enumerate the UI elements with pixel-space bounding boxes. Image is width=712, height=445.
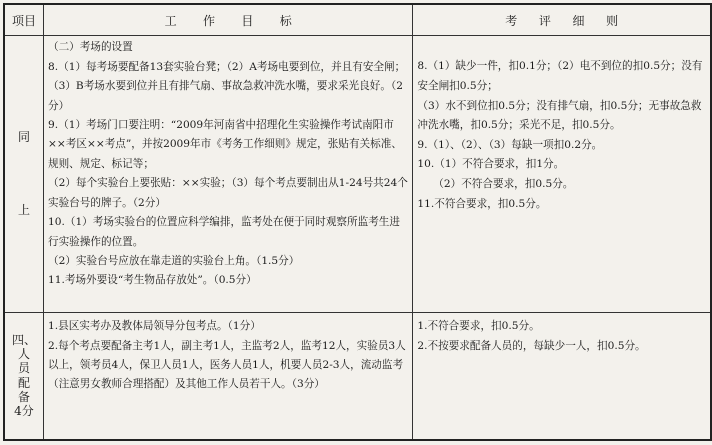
item-cell bbox=[4, 313, 44, 440]
item-char: 人 bbox=[17, 347, 30, 362]
rules-cell bbox=[413, 36, 711, 313]
item-char: 四、 bbox=[11, 333, 36, 348]
item-char: 备 bbox=[17, 389, 30, 404]
item-char: 上 bbox=[17, 203, 30, 218]
goal-line: 10.（1）考场实验台的位置应科学编排，监考处在便于同时观察所监考生进行实验操作的位置。 bbox=[48, 216, 400, 248]
table-header-row bbox=[4, 4, 711, 36]
item-cell bbox=[4, 36, 44, 313]
table-row bbox=[4, 36, 711, 313]
goal-line: 8.（1）每考场要配备13套实验台凳；（2）A考场电要到位，并且有安全闸；（3）B考场水要到位并且有排气扇、事故急救冲洗水嘴，要求采光良好。（2分） bbox=[48, 60, 406, 112]
rule-line: 8.（1）缺少一件，扣0.1分；（2）电不到位的扣0.5分；没有安全闸扣0.5分； bbox=[417, 60, 703, 93]
goals-cell bbox=[44, 36, 413, 313]
rule-line: 9.（1）、（2）、（3）每缺一项扣0.2分。 bbox=[417, 138, 603, 151]
goal-line: 9.（1）考场门口要注明：“2009年河南省中招理化生实验操作考试南阳市××考区××考点”，并按2009年市《考务工作细则》规定，张贴有关标准、规则、规定、标记等； bbox=[48, 119, 402, 170]
goal-line: （2）每个实验台上要张贴：××实验；（3）每个考点要制出从1-24号共24个实验台号的牌子。（2分） bbox=[48, 177, 408, 209]
rule-line: 11.不符合要求，扣0.5分。 bbox=[417, 197, 547, 210]
item-char: 4分 bbox=[14, 403, 34, 418]
rule-line: 10.（1）不符合要求，扣1分。 bbox=[417, 158, 565, 171]
goals-cell bbox=[44, 313, 413, 440]
header-rules: 考评细则 bbox=[413, 4, 711, 36]
rule-line: （2）不符合要求，扣0.5分。 bbox=[433, 178, 574, 190]
evaluation-table bbox=[3, 3, 712, 441]
item-char: 员 bbox=[17, 361, 30, 376]
header-item: 项目 bbox=[4, 4, 44, 36]
item-char: 同 bbox=[17, 130, 30, 145]
header-goals: 工作目标 bbox=[44, 4, 413, 36]
goal-line: 2.每个考点要配备主考1人，副主考1人，主监考2人，监考12人，实验员3人以上，领考员4人，保卫人员1人，医务人员1人，机要人员2-3人，流动监考（注意男女教师合理搭配）及其他工作人员若干人。（3分） bbox=[48, 339, 406, 391]
table-row bbox=[4, 313, 711, 440]
goal-line: 1.县区实考办及教体局领导分包考点。（1分） bbox=[48, 320, 261, 333]
rule-line: （3）水不到位扣0.5分；没有排气扇，扣0.5分；无事故急救冲洗水嘴，扣0.5分；采光不足，扣0.5分。 bbox=[417, 99, 702, 132]
rule-line: 2.不按要求配备人员的，每缺少一人，扣0.5分。 bbox=[417, 339, 646, 352]
goal-line: （2）实验台号应放在靠走道的实验台上角。（1.5分） bbox=[48, 254, 300, 267]
goal-line: （二）考场的设置 bbox=[48, 41, 133, 54]
item-char: 配 bbox=[17, 375, 30, 390]
rules-cell bbox=[413, 313, 711, 440]
rule-line: 1.不符合要求，扣0.5分。 bbox=[417, 320, 540, 333]
goal-line: 11.考场外要设“考生物品存放处”。（0.5分） bbox=[48, 274, 257, 287]
